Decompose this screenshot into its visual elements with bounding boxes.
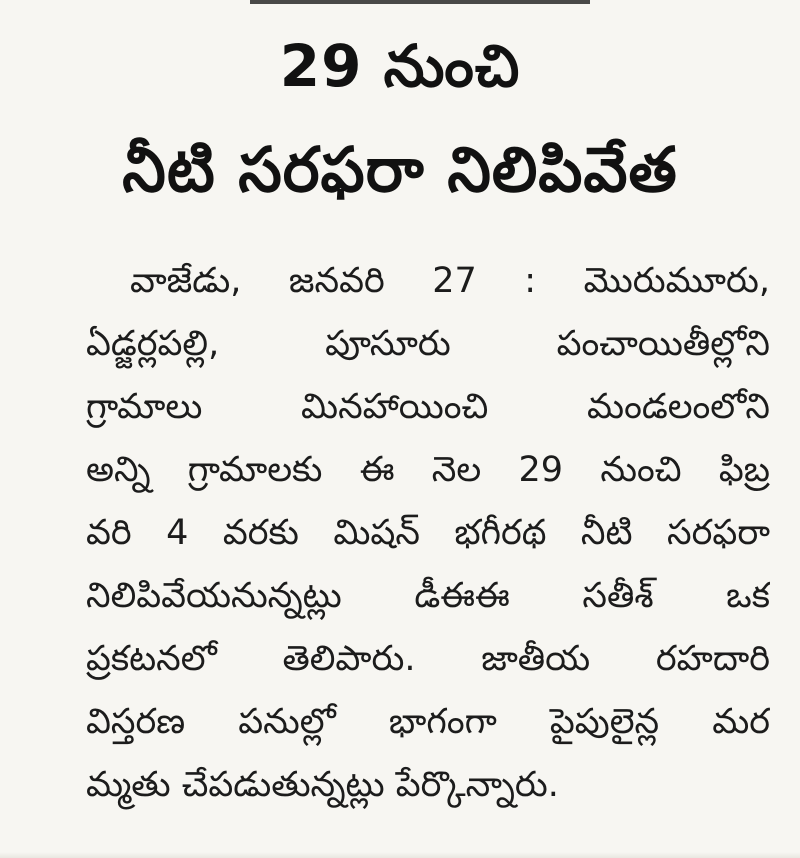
body-line-6: నిలిపివేయనున్నట్లు డీఈఈ సతీశ్ ఒక [86, 576, 770, 616]
body-line-7: ప్రకటనలో తెలిపారు. జాతీయ రహదారి [86, 639, 770, 679]
body-line-2: ఏడ్జర్లపల్లి, పూసూరు పంచాయితీల్లోని [86, 324, 770, 364]
article-body [86, 250, 770, 817]
body-line-4: అన్ని గ్రామాలకు ఈ నెల 29 నుంచి ఫిబ్ర [86, 450, 770, 490]
body-line-9: మ్మతు చేపడుతున్నట్లు పేర్కొన్నారు. [86, 765, 559, 805]
headline-line-1: 29 నుంచి [279, 32, 521, 100]
top-rule-divider [250, 0, 590, 4]
body-line-8: విస్తరణ పనుల్లో భాగంగా పైపులైన్ల మర [86, 702, 770, 742]
body-line-5: వరి 4 వరకు మిషన్ భగీరథ నీటి సరఫరా [86, 513, 770, 553]
headline-line-2: నీటి సరఫరా నిలిపివేత [122, 133, 678, 206]
page-bottom-edge [0, 852, 800, 858]
body-line-3: గ్రామాలు మినహాయించి మండలంలోని [86, 387, 770, 427]
body-line-1: వాజేడు, జనవరి 27 : మొరుమూరు, [130, 261, 770, 301]
